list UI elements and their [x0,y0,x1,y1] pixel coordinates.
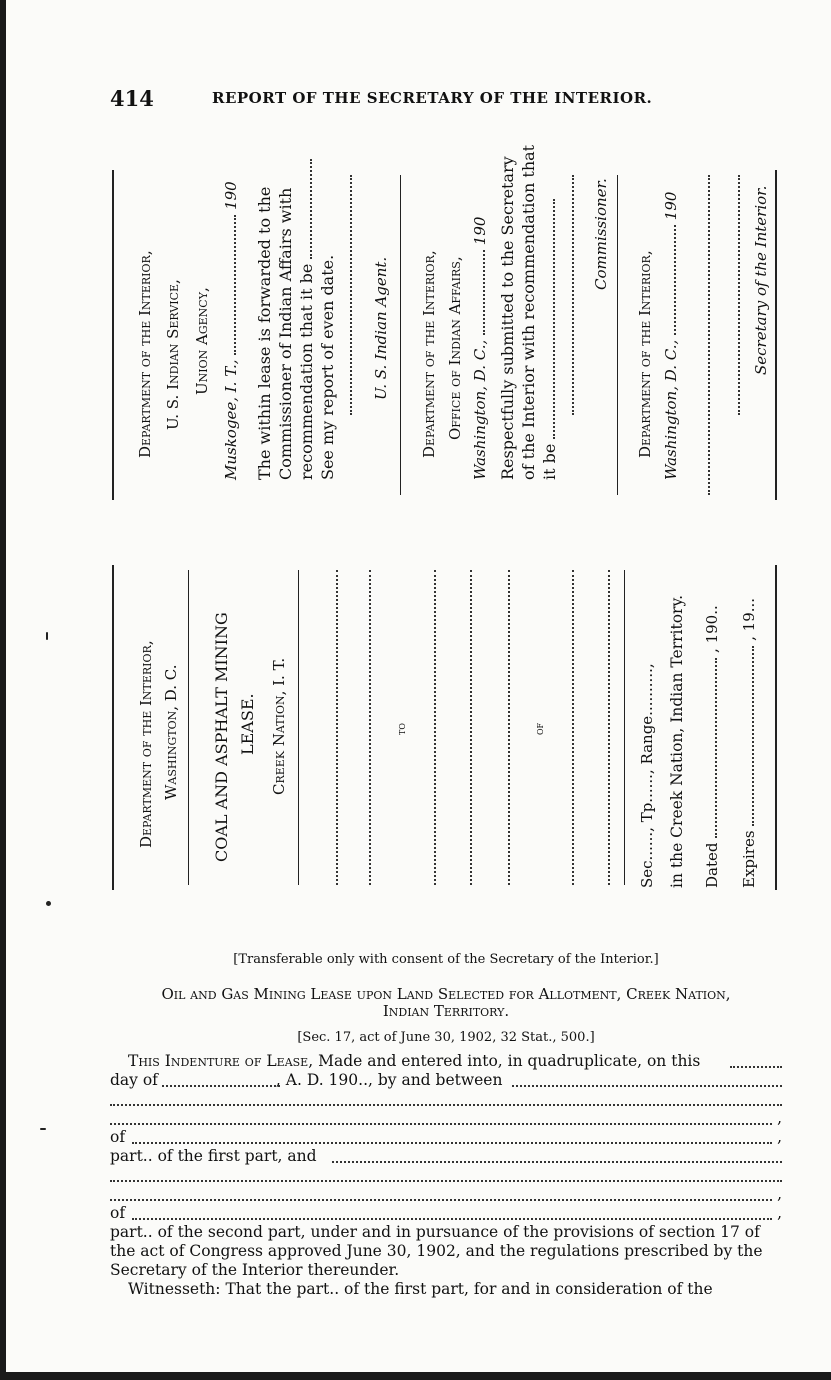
body-line-11 [110,1242,782,1261]
body-line-6 [110,1147,782,1166]
agency-line3-blank [310,159,312,259]
lease-sec-line: Sec......, Tp......, Range.........., [638,663,656,888]
agency-line3-row [297,159,316,480]
part-second: part.. of the second part, under and in pursuance of the provisions of section 17 of [110,1223,760,1241]
office-signature: Commissioner. [592,178,610,290]
lease-expires-suffix: , 19... [740,597,758,641]
agency-date-suffix: 190 [222,181,240,210]
body-line-4: , [110,1109,782,1128]
blank-of-1 [132,1142,772,1144]
lease-party-blank-7 [608,570,610,885]
body-line-10 [110,1223,782,1242]
office-line3-row [540,199,559,480]
secretary-place-line [662,192,680,480]
page-number: 414 [110,86,154,111]
office-place-line [471,217,489,480]
body-line-9: of , [110,1204,782,1222]
agency-place: Muskogee, I. T., [222,359,240,480]
agency-service: U. S. Indian Service, [164,279,182,430]
office-sig-blank [572,175,574,415]
office-date-blank [483,250,485,335]
of-label-1: of [110,1128,126,1146]
office-line1: Respectfully submitted to the Secretary [498,156,517,480]
lease-title-divider-b [298,570,299,885]
lease-title1: COAL AND ASPHALT MINING [212,612,231,862]
blank-month [162,1085,280,1087]
office-dept: Department of the Interior, [420,250,438,458]
agency-signature: U. S. Indian Agent. [372,256,390,400]
indenture-rest: Made and entered into, in quadruplicate, on this [313,1052,701,1070]
blank-day [730,1066,782,1068]
lease-expires-blank [752,646,754,826]
line-sec: Secretary of the Interior thereunder. [110,1261,400,1279]
body-line-8: , [110,1185,782,1204]
blank-lessee-1 [332,1161,782,1163]
lease-dated-blank [715,658,717,838]
of-label-2: of [110,1204,126,1222]
lease-nation: Creek Nation, I. T. [270,657,288,795]
blank-lessee-3 [110,1199,772,1201]
body-line-12 [110,1261,782,1280]
lease-citation: [Sec. 17, act of June 30, 1902, 32 Stat., 500.] [297,1030,595,1045]
lease-dated-suffix: , 190.. [703,605,721,653]
lease-title-line2: Indian Territory. [382,1002,510,1020]
transferable-note: [Transferable only with consent of the Secretary of the Interior.] [233,952,659,967]
lease-expires-row [740,598,758,888]
secretary-date-blank [674,225,676,335]
witness: Witnesseth: That the part.. of the first part, for and in consideration of the [128,1280,713,1298]
agency-line4: See my report of even date. [318,254,337,480]
rule-right-block-right [775,170,777,500]
office-line3-blank [553,199,555,439]
lease-of: of [532,722,546,735]
lease-party-blank-5 [508,570,510,885]
secretary-sig-blank [738,175,740,415]
rule-left-block-left [112,565,114,890]
print-speck-2 [46,632,48,640]
page-header [110,86,710,112]
secretary-date-suffix: 190 [662,191,680,221]
rule-right-block-left [112,170,114,500]
agency-date-blank [234,215,236,355]
secretary-signature: Secretary of the Interior. [752,185,770,375]
lease-party-blank-2 [369,570,371,885]
running-head: REPORT OF THE SECRETARY OF THE INTERIOR. [212,89,653,107]
lease-location: in the Creek Nation, Indian Territory. [668,594,686,888]
print-speck-1 [46,901,51,906]
page-left-edge [0,0,6,1380]
body-line-1 [110,1052,782,1071]
office-divider [617,175,618,495]
line-act: the act of Congress approved June 30, 1902, and the regulations prescribed by the [110,1242,763,1260]
body-line-7 [110,1166,782,1185]
agency-line1: The within lease is forwarded to the [255,186,274,480]
print-speck-3 [40,1128,46,1130]
secretary-dept: Department of the Interior, [636,250,654,458]
lease-dated: Dated [703,842,721,888]
ad-by-between: , A. D. 190.., by and between [275,1071,503,1089]
agency-sig-blank [350,175,352,415]
rule-left-block-right [775,565,777,890]
indenture-lead: This Indenture of Lease, [128,1052,314,1070]
lease-party-blank-4 [470,570,472,885]
lease-dated-row [703,605,721,888]
office-line2: of the Interior with recommendation that [519,144,538,480]
lease-body [110,1052,782,1299]
office-line3: it be [540,443,559,480]
blank-between [512,1085,782,1087]
office-place: Washington, D. C., [471,339,489,480]
office-name: Office of Indian Affairs, [446,256,464,440]
lease-title-divider-c [624,570,625,885]
agency-line3: recommendation that it be [297,263,316,480]
lease-title-line1: Oil and Gas Mining Lease upon Land Selected for Allotment, Creek Nation, [161,985,731,1003]
agency-dept: Department of the Interior, [136,250,154,458]
blank-lessor-2 [110,1123,772,1125]
agency-place-line [222,181,240,480]
agency-name: Union Agency, [193,287,211,395]
page-bottom-edge [0,1372,831,1380]
part-first: part.. of the first part, and [110,1147,317,1165]
lease-party-blank-3 [434,570,436,885]
blank-lessee-2 [110,1180,782,1182]
blank-lessor-1 [110,1104,782,1106]
body-line-3 [110,1090,782,1109]
office-date-suffix: 190 [471,216,489,246]
day-of: day of [110,1071,158,1089]
lease-title-divider-a [188,570,189,885]
body-line-5: of , [110,1128,782,1146]
lease-party-blank-1 [336,570,338,885]
agency-divider [400,175,401,495]
secretary-place: Washington, D. C., [662,339,680,480]
lease-party-blank-6 [572,570,574,885]
lease-title2: LEASE. [238,693,257,755]
blank-of-2 [132,1218,772,1220]
secretary-blank-1 [708,175,710,495]
lease-expires: Expires [740,830,758,888]
lease-to: to [394,723,408,735]
agency-line2: Commissioner of Indian Affairs with [276,187,295,480]
body-line-2 [110,1071,782,1090]
body-line-13 [110,1280,782,1299]
lease-place: Washington, D. C. [162,664,180,800]
lease-dept: Department of the Interior, [137,640,155,848]
